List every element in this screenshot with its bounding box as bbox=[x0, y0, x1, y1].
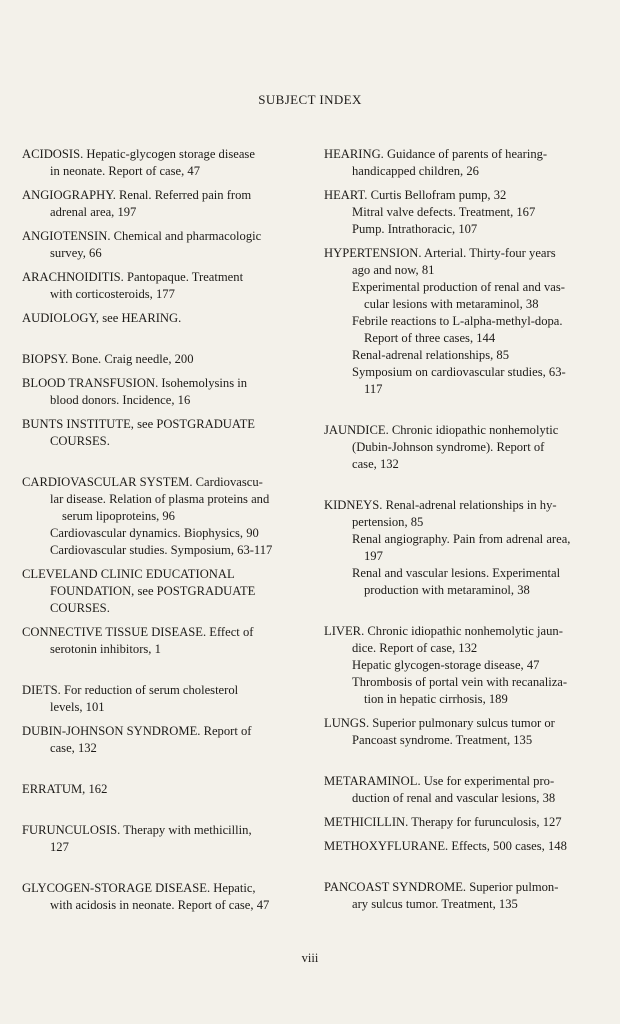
index-entry-line: in neonate. Report of case, 47 bbox=[50, 164, 201, 178]
index-entry-heading: ANGIOTENSIN. Chemical and pharmacologic bbox=[22, 229, 262, 243]
index-column-right bbox=[324, 146, 605, 913]
index-entry-line: Pump. Intrathoracic, 107 bbox=[352, 222, 478, 236]
index-entry-line: ary sulcus tumor. Treatment, 135 bbox=[352, 897, 518, 911]
index-entry-line: cular lesions with metaraminol, 38 bbox=[364, 297, 539, 311]
index-entry-heading: GLYCOGEN-STORAGE DISEASE. Hepatic, bbox=[22, 881, 256, 895]
index-entry-line: with acidosis in neonate. Report of case, 47 bbox=[50, 898, 270, 912]
index-entry-line: COURSES. bbox=[50, 601, 110, 615]
index-entry-heading: AUDIOLOGY, see HEARING. bbox=[22, 311, 182, 325]
page-number: viii bbox=[301, 951, 319, 965]
index-entry-heading: HEARING. Guidance of parents of hearing- bbox=[324, 147, 548, 161]
index-entry-line: production with metaraminol, 38 bbox=[364, 583, 530, 597]
index-entry bbox=[22, 269, 303, 303]
index-entry-heading: BIOPSY. Bone. Craig needle, 200 bbox=[22, 352, 194, 366]
index-entry-line: case, 132 bbox=[50, 741, 97, 755]
index-entry bbox=[22, 822, 303, 856]
index-entry-line: Febrile reactions to L-alpha-methyl-dopa. bbox=[352, 314, 563, 328]
index-entry-line: lar disease. Relation of plasma proteins and bbox=[50, 492, 270, 506]
index-entry-heading: ERRATUM, 162 bbox=[22, 782, 108, 796]
index-entry-heading: KIDNEYS. Renal-adrenal relationships in hy- bbox=[324, 498, 557, 512]
index-entry-line: FOUNDATION, see POSTGRADUATE bbox=[50, 584, 256, 598]
index-entry-line: with corticosteroids, 177 bbox=[50, 287, 175, 301]
index-entry bbox=[324, 814, 605, 831]
index-entry bbox=[324, 623, 605, 708]
index-entry-heading: HYPERTENSION. Arterial. Thirty-four years bbox=[324, 246, 556, 260]
index-entry bbox=[22, 624, 303, 658]
index-entry bbox=[22, 416, 303, 450]
index-entry-line: serum lipoproteins, 96 bbox=[62, 509, 175, 523]
index-entry bbox=[22, 566, 303, 617]
index-entry-line: Pancoast syndrome. Treatment, 135 bbox=[352, 733, 533, 747]
index-entry-heading: HEART. Curtis Bellofram pump, 32 bbox=[324, 188, 507, 202]
index-entry-line: Symposium on cardiovascular studies, 63- bbox=[352, 365, 566, 379]
index-entry-line: Renal angiography. Pain from adrenal area, bbox=[352, 532, 571, 546]
index-entry-line: COURSES. bbox=[50, 434, 110, 448]
index-entry bbox=[22, 228, 303, 262]
index-entry-line: serotonin inhibitors, 1 bbox=[50, 642, 161, 656]
index-entry-line: 117 bbox=[364, 382, 383, 396]
index-entry-line: tion in hepatic cirrhosis, 189 bbox=[364, 692, 508, 706]
page-title: SUBJECT INDEX bbox=[258, 92, 362, 107]
index-entry-heading: DIETS. For reduction of serum cholesterol bbox=[22, 683, 239, 697]
index-entry-heading: METHOXYFLURANE. Effects, 500 cases, 148 bbox=[324, 839, 567, 853]
index-entry bbox=[324, 146, 605, 180]
index-entry-line: Report of three cases, 144 bbox=[364, 331, 496, 345]
index-entry-line: Renal-adrenal relationships, 85 bbox=[352, 348, 510, 362]
index-entry-line: (Dubin-Johnson syndrome). Report of bbox=[352, 440, 545, 454]
index-entry-line: levels, 101 bbox=[50, 700, 105, 714]
index-entry-line: Renal and vascular lesions. Experimental bbox=[352, 566, 561, 580]
index-entry bbox=[22, 310, 303, 327]
index-entry-line: Experimental production of renal and vas- bbox=[352, 280, 565, 294]
index-entry bbox=[324, 187, 605, 238]
index-entry-line: 197 bbox=[364, 549, 383, 563]
index-entry-heading: BLOOD TRANSFUSION. Isohemolysins in bbox=[22, 376, 248, 390]
index-entry-heading: METARAMINOL. Use for experimental pro- bbox=[324, 774, 555, 788]
index-entry bbox=[22, 781, 303, 798]
index-entry bbox=[324, 838, 605, 855]
index-entry bbox=[324, 879, 605, 913]
index-entry bbox=[324, 715, 605, 749]
index-entry bbox=[22, 880, 303, 914]
index-entry-heading: CONNECTIVE TISSUE DISEASE. Effect of bbox=[22, 625, 254, 639]
index-entry-heading: METHICILLIN. Therapy for furunculosis, 127 bbox=[324, 815, 562, 829]
index-entry-heading: FURUNCULOSIS. Therapy with methicillin, bbox=[22, 823, 252, 837]
index-entry bbox=[324, 773, 605, 807]
index-entry-line: Hepatic glycogen-storage disease, 47 bbox=[352, 658, 540, 672]
index-entry-heading: BUNTS INSTITUTE, see POSTGRADUATE bbox=[22, 417, 255, 431]
index-entry-heading: PANCOAST SYNDROME. Superior pulmon- bbox=[324, 880, 559, 894]
index-entry-heading: ACIDOSIS. Hepatic-glycogen storage disease bbox=[22, 147, 255, 161]
index-entry-line: case, 132 bbox=[352, 457, 399, 471]
index-entry bbox=[22, 187, 303, 221]
index-entry bbox=[324, 497, 605, 599]
index-entry-line: Cardiovascular studies. Symposium, 63-117 bbox=[50, 543, 273, 557]
index-entry-heading: ANGIOGRAPHY. Renal. Referred pain from bbox=[22, 188, 252, 202]
index-entry-line: survey, 66 bbox=[50, 246, 102, 260]
index-entry bbox=[22, 474, 303, 559]
index-entry-heading: ARACHNOIDITIS. Pantopaque. Treatment bbox=[22, 270, 244, 284]
index-entry bbox=[324, 422, 605, 473]
index-entry-line: pertension, 85 bbox=[352, 515, 424, 529]
index-entry-heading: CLEVELAND CLINIC EDUCATIONAL bbox=[22, 567, 235, 581]
index-entry bbox=[22, 375, 303, 409]
index-entry bbox=[22, 146, 303, 180]
index-entry-line: dice. Report of case, 132 bbox=[352, 641, 478, 655]
index-entry-line: 127 bbox=[50, 840, 69, 854]
index-entry-line: handicapped children, 26 bbox=[352, 164, 479, 178]
index-entry-heading: JAUNDICE. Chronic idiopathic nonhemolytic bbox=[324, 423, 559, 437]
index-entry-line: Mitral valve defects. Treatment, 167 bbox=[352, 205, 536, 219]
index-entry-line: adrenal area, 197 bbox=[50, 205, 137, 219]
index-entry-line: ago and now, 81 bbox=[352, 263, 435, 277]
index-entry-line: Cardiovascular dynamics. Biophysics, 90 bbox=[50, 526, 259, 540]
index-entry-heading: DUBIN-JOHNSON SYNDROME. Report of bbox=[22, 724, 252, 738]
index-entry-line: duction of renal and vascular lesions, 38 bbox=[352, 791, 556, 805]
index-entry-line: blood donors. Incidence, 16 bbox=[50, 393, 191, 407]
index-entry-heading: CARDIOVASCULAR SYSTEM. Cardiovascu- bbox=[22, 475, 263, 489]
index-entry-heading: LIVER. Chronic idiopathic nonhemolytic jaun- bbox=[324, 624, 563, 638]
index-column-left bbox=[22, 146, 303, 914]
index-entry bbox=[22, 723, 303, 757]
index-entry bbox=[324, 245, 605, 398]
index-entry-heading: LUNGS. Superior pulmonary sulcus tumor or bbox=[324, 716, 555, 730]
index-entry bbox=[22, 682, 303, 716]
index-entry-line: Thrombosis of portal vein with recanaliza- bbox=[352, 675, 568, 689]
index-entry bbox=[22, 351, 303, 368]
